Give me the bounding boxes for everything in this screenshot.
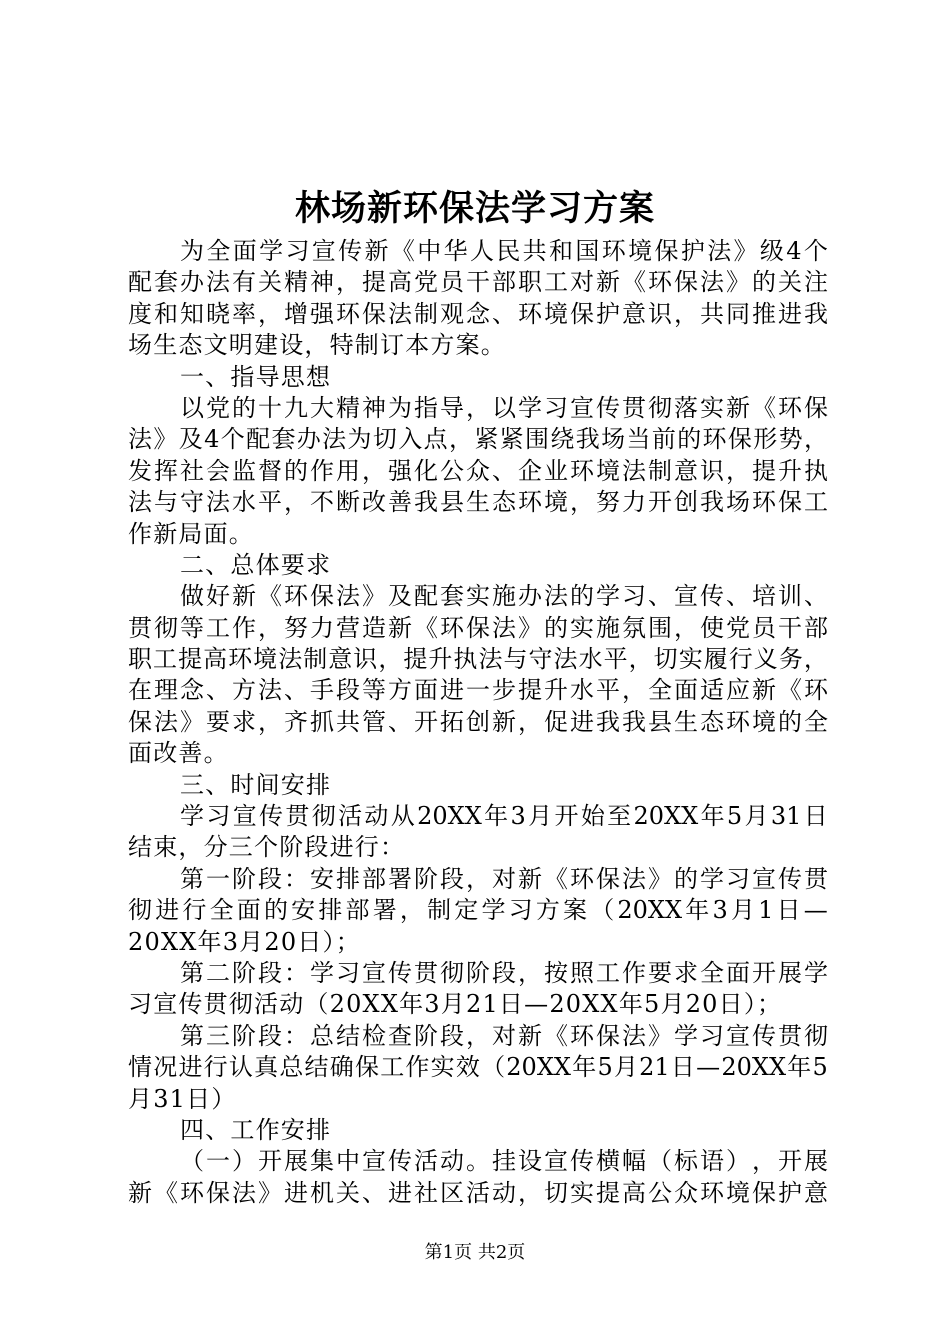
document-title: 林场新环保法学习方案 <box>294 188 655 229</box>
text-line: 习宣传贯彻活动（20XX年3月21日—20XX年5月20日）； <box>128 990 783 1019</box>
text-line: 贯 彻 等 工 作 ， 努 力 营 造 新 《 环 保 法 》 的 实 施 氛 围 ， 使 党 员 干 部 <box>128 613 828 642</box>
text-line: 新 《 环 保 法 》 进 机 关 、 进 社 区 活 动 ， 切 实 提 高 公 众 环 境 保 护 意 <box>128 1178 828 1207</box>
text-line: 配 套 办 法 有 关 精 神 ， 提 高 党 员 干 部 职 工 对 新 《 环 保 法 》 的 关 注 <box>128 268 828 297</box>
text-line: 法 与 守 法 水 平 ， 不 断 改 善 我 县 生 态 环 境 ， 努 力 开 创 我 场 环 保 工 <box>128 488 828 517</box>
text-line: 情 况 进 行 认 真 总 结 确 保 工 作 实 效 （ 20XX 年 5 月 21 日 — 20XX 年 5 <box>128 1053 828 1082</box>
text-line: 面改善。 <box>128 739 229 768</box>
text-line: 四、工作安排 <box>180 1115 332 1144</box>
text-line: 度 和 知 晓 率 ， 增 强 环 保 法 制 观 念 、 环 境 保 护 意 识 ， 共 同 推 进 我 <box>128 299 828 328</box>
text-line: 三、时间安排 <box>180 770 332 799</box>
text-line: （ 一 ） 开 展 集 中 宣 传 活 动 。 挂 设 宣 传 横 幅 （ 标 语 ） ， 开 展 <box>180 1147 828 1176</box>
text-line: 彻 进 行 全 面 的 安 排 部 署 ， 制 定 学 习 方 案 （ 20XX 年 3 月 1 日 — <box>128 896 828 925</box>
text-line: 第 二 阶 段 ： 学 习 宣 传 贯 彻 阶 段 ， 按 照 工 作 要 求 全 面 开 展 学 <box>180 958 828 987</box>
text-line: 作新局面。 <box>128 519 254 548</box>
text-line: 法 》 及 4 个 配 套 办 法 为 切 入 点 ， 紧 紧 围 绕 我 场 当 前 的 环 保 形 势 ， <box>128 425 828 454</box>
text-line: 第 一 阶 段 ： 安 排 部 署 阶 段 ， 对 新 《 环 保 法 》 的 学 习 宣 传 贯 <box>180 864 828 893</box>
text-line: 场生态文明建设，特制订本方案。 <box>128 331 506 360</box>
text-line: 月31日） <box>128 1084 237 1113</box>
text-line: 做 好 新 《 环 保 法 》 及 配 套 实 施 办 法 的 学 习 、 宣 传 、 培 训 、 <box>180 582 828 611</box>
text-line: 发 挥 社 会 监 督 的 作 用 ， 强 化 公 众 、 企 业 环 境 法 制 意 识 ， 提 升 执 <box>128 456 828 485</box>
page-footer: 第1页 共2页 <box>424 1242 526 1263</box>
text-line: 以 党 的 十 九 大 精 神 为 指 导 ， 以 学 习 宣 传 贯 彻 落 实 新 《 环 保 <box>180 393 828 422</box>
text-line: 学 习 宣 传 贯 彻 活 动 从 20XX 年 3 月 开 始 至 20XX 年 5 月 31 日 <box>180 802 828 831</box>
text-line: 为 全 面 学 习 宣 传 新 《 中 华 人 民 共 和 国 环 境 保 护 法 》 级 4 个 <box>180 237 828 265</box>
text-line: 第 三 阶 段 ： 总 结 检 查 阶 段 ， 对 新 《 环 保 法 》 学 习 宣 传 贯 彻 <box>180 1021 828 1050</box>
text-line: 二、总体要求 <box>180 550 332 579</box>
text-line: 保 法 》 要 求 ， 齐 抓 共 管 、 开 拓 创 新 ， 促 进 我 我 县 生 态 环 境 的 全 <box>128 707 828 736</box>
text-line: 在 理 念 、 方 法 、 手 段 等 方 面 进 一 步 提 升 水 平 ， 全 面 适 应 新 《 环 <box>128 676 828 705</box>
document-body <box>128 236 828 1209</box>
text-line: 职 工 提 高 环 境 法 制 意 识 ， 提 升 执 法 与 守 法 水 平 ， 切 实 履 行 义 务 ， <box>128 645 828 674</box>
text-line: 20XX年3月20日）； <box>128 927 361 956</box>
text-line: 结束，分三个阶段进行： <box>128 833 406 862</box>
text-line: 一、指导思想 <box>180 362 332 391</box>
